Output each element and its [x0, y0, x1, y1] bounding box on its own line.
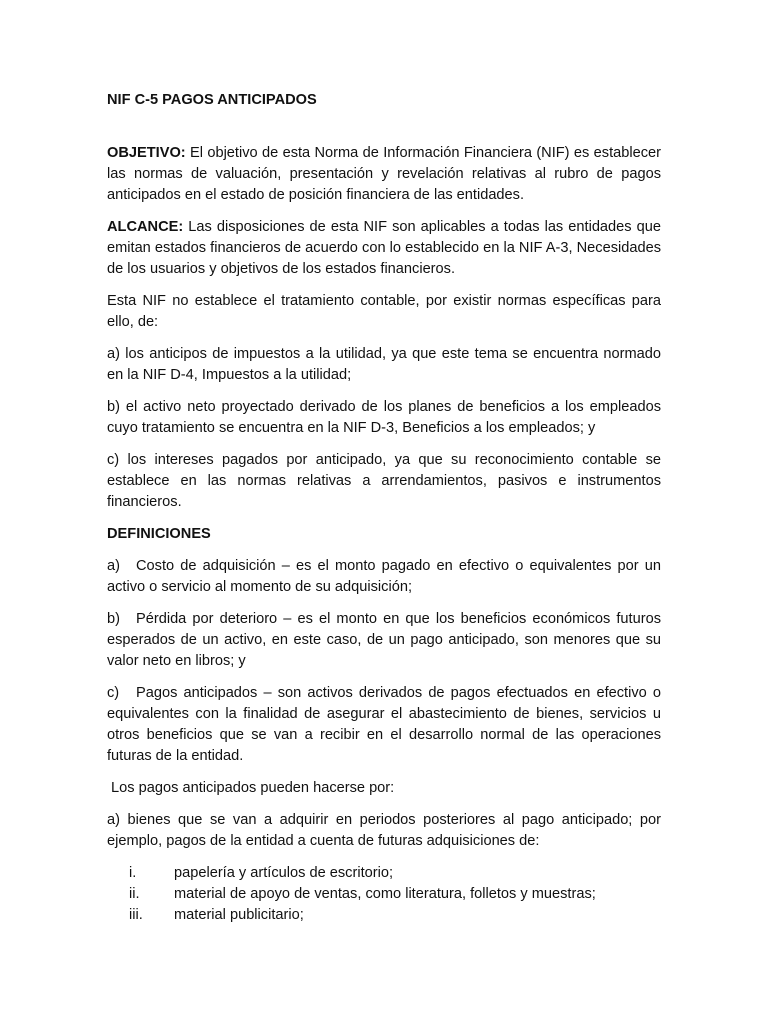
objetivo-text: El objetivo de esta Norma de Información Financiera (NIF) es establecer las normas de valuación, presentación y revelación relativas al rubro de pagos anticipados en el estado de posición financiera de las entidades. [107, 145, 661, 203]
definicion-letter: c) [107, 685, 120, 701]
definicion-text: Pagos anticipados – son activos derivados de pagos efectuados en efectivo o equivalentes con la finalidad de asegurar el abastecimiento de bienes, servicios u otros beneficios que se van a recibir en el desarrollo normal de las operaciones futuras de la entidad. [107, 685, 661, 764]
list-item [129, 863, 661, 884]
list-item-number: i. [129, 865, 137, 881]
exclusion-b-paragraph: b) el activo neto proyectado derivado de los planes de beneficios a los empleados cuyo tratamiento se encuentra en la NIF D-3, Beneficios a los empleados; y [107, 399, 661, 436]
list-item-number: iii. [129, 907, 143, 923]
alcance-label: ALCANCE: [107, 219, 184, 235]
definicion-letter: a) [107, 558, 120, 574]
definicion-text: Costo de adquisición – es el monto pagado en efectivo o equivalentes por un activo o servicio al momento de su adquisición; [107, 558, 661, 595]
objetivo-label: OBJETIVO: [107, 145, 186, 161]
definiciones-heading: DEFINICIONES [107, 526, 211, 542]
definicion-a [107, 556, 661, 598]
exclusion-c-paragraph: c) los intereses pagados por anticipado, ya que su reconocimiento contable se establece en las normas relativas a arrendamientos, pasivos e instrumentos financieros. [107, 452, 661, 510]
objetivo-paragraph [107, 143, 661, 206]
no-establece-paragraph: Esta NIF no establece el tratamiento contable, por existir normas específicas para ello, de: [107, 293, 661, 330]
pagos-pueden-paragraph: Los pagos anticipados pueden hacerse por: [107, 780, 395, 796]
list-item-text: material de apoyo de ventas, como literatura, folletos y muestras; [174, 886, 596, 902]
list-item [129, 884, 661, 905]
bienes-intro-paragraph: a) bienes que se van a adquirir en periodos posteriores al pago anticipado; por ejemplo, pagos de la entidad a cuenta de futuras adquisiciones de: [107, 812, 661, 849]
definicion-b [107, 609, 661, 672]
definicion-text: Pérdida por deterioro – es el monto en que los beneficios económicos futuros esperados de un activo, en este caso, de un pago anticipado, son menores que su valor neto en libros; y [107, 611, 661, 669]
bienes-list [107, 863, 661, 926]
list-item-text: material publicitario; [174, 907, 304, 923]
list-item-number: ii. [129, 886, 140, 902]
exclusion-a-paragraph: a) los anticipos de impuestos a la utilidad, ya que este tema se encuentra normado en la NIF D-4, Impuestos a la utilidad; [107, 346, 661, 383]
alcance-text: Las disposiciones de esta NIF son aplicables a todas las entidades que emitan estados financieros de acuerdo con lo establecido en la NIF A-3, Necesidades de los usuarios y objetivos de los estados financieros. [107, 219, 661, 277]
alcance-paragraph [107, 217, 661, 280]
list-item-text: papelería y artículos de escritorio; [174, 865, 394, 881]
definicion-letter: b) [107, 611, 120, 627]
list-item [129, 905, 661, 926]
document-title: NIF C-5 PAGOS ANTICIPADOS [107, 92, 317, 108]
definicion-c [107, 683, 661, 767]
